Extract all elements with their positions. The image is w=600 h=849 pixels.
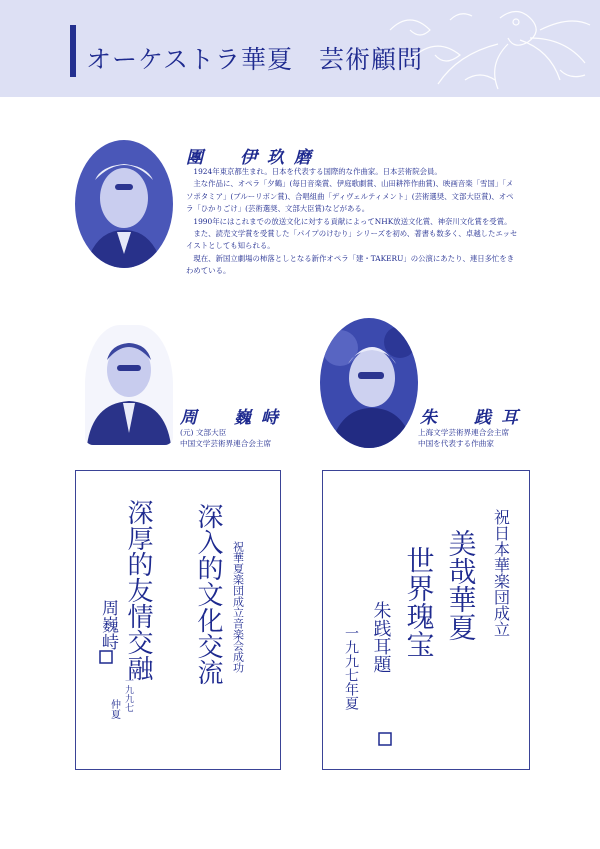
calligraphy-zhu-text — [323, 471, 529, 769]
calligraphy-column: 仲夏 — [108, 699, 120, 719]
advisor-roles-zhou — [180, 427, 271, 449]
calligraphy-column: 朱践耳題 — [370, 601, 392, 673]
bio-paragraph: また、読売文学賞を受賞した「パイプのけむり」シリーズを初め、著書も数多く、卓越したエッセイストとしても知られる。 — [186, 229, 518, 251]
role-line: (元) 文部大臣 — [180, 428, 227, 437]
bio-paragraph: 1990年にはこれまでの放送文化に対する貢献によってNHK放送文化賞、神奈川文化賞を受賞。 — [193, 216, 512, 226]
advisor-roles-zhu — [418, 427, 509, 449]
advisor-name-zhou: 周 巍峙 — [180, 408, 288, 428]
header-accent-bar — [70, 25, 76, 77]
calligraphy-column: 一九九七 — [123, 676, 133, 712]
role-line: 上海文学芸術界連合会主席 — [418, 428, 510, 437]
role-line: 中国を代表する作曲家 — [418, 439, 494, 448]
calligraphy-column: 世界瑰宝 — [402, 546, 436, 658]
calligraphy-column: 祝日本華楽団成立 — [491, 509, 511, 637]
calligraphy-column: 周巍峙 — [98, 599, 118, 650]
calligraphy-zhu — [322, 470, 530, 770]
page-header — [0, 0, 600, 97]
calligraphy-column: 一九九七年夏 — [343, 626, 359, 710]
calligraphy-column: 深厚的友情交融 — [123, 499, 153, 681]
calligraphy-zhou — [75, 470, 281, 770]
calligraphy-column: 美哉華夏 — [444, 529, 478, 641]
calligraphy-zhou-text — [76, 471, 280, 769]
advisor-bio-dan — [186, 166, 518, 278]
seal-stamp — [379, 733, 391, 745]
role-line: 中国文学芸術界連合会主席 — [180, 439, 272, 448]
bio-paragraph: 主な作品に、オペラ「夕鶴」(毎日音楽賞、伊庭歌劇賞、山田耕筰作曲賞)、映画音楽「雪国」「メソポタミア」(ブルーリボン賞)、合唱組曲「ディヴェルティメント」(芸術選奨、文部大臣賞)、オペラ「ひかりごけ」(芸術選奨、文部大臣賞)などがある。 — [186, 179, 514, 214]
calligraphy-column: 深入的文化交流 — [193, 503, 223, 685]
bio-paragraph: 1924年東京都生まれ。日本を代表する国際的な作曲家。日本芸術院会員。 — [193, 167, 442, 176]
portrait-zhu-jianer — [320, 318, 418, 448]
advisor-name-dan: 團 伊玖磨 — [186, 148, 321, 168]
calligraphy-column: 祝華夏楽団成立音楽会成功 — [231, 541, 245, 673]
page-title: オーケストラ華夏 芸術顧問 — [86, 45, 424, 74]
phoenix-ornament-icon — [380, 0, 600, 97]
bio-paragraph: 現在、新国立劇場の柿落としとなる新作オペラ「建・TAKERU」の公演にあたり、連日多忙をきわめている。 — [186, 253, 515, 276]
seal-stamp — [100, 651, 112, 663]
advisor-name-zhu: 朱 践耳 — [420, 408, 528, 428]
portrait-zhou-weizhi — [85, 325, 173, 445]
portrait-dan-ikuma — [75, 140, 173, 268]
